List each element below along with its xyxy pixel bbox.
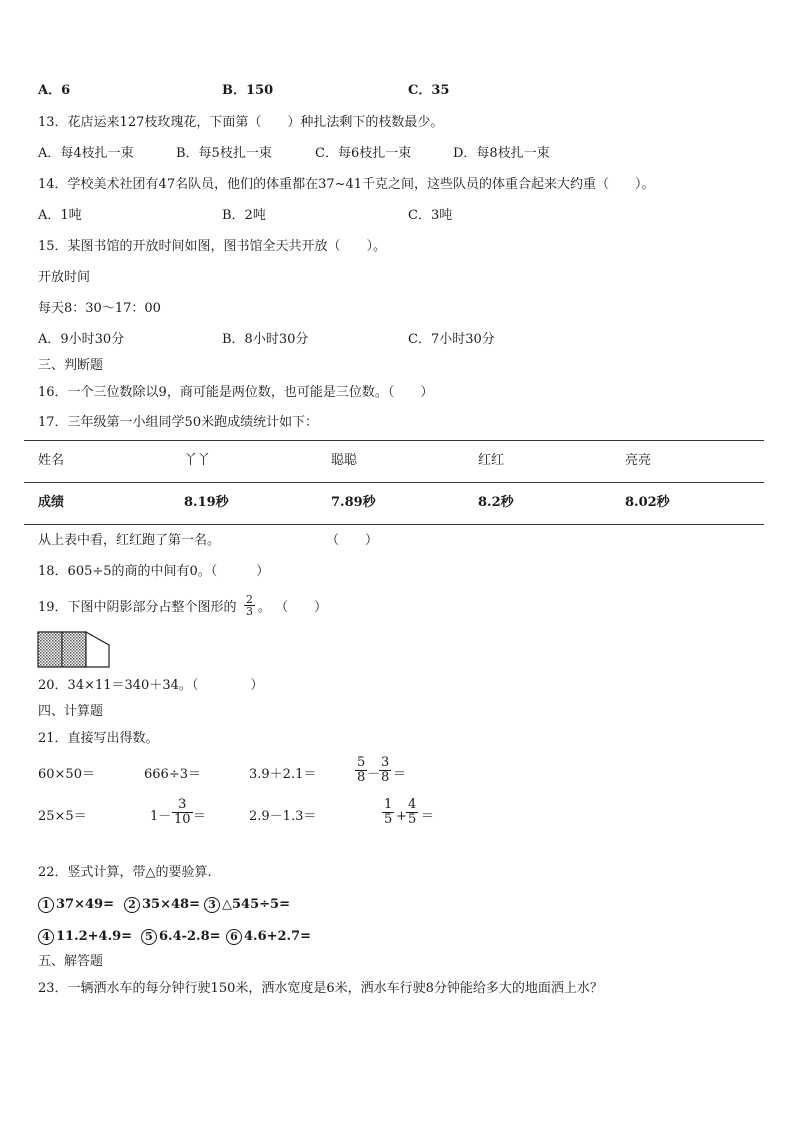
frac-numerator: 1 (384, 797, 393, 812)
table-cell-congcong: 7.89秒 (331, 495, 376, 510)
frac-numerator: 3 (381, 755, 390, 770)
q22-expression: 37×49= (56, 897, 114, 912)
q22-item-2 (124, 896, 200, 914)
q12-option-c: C．35 (408, 83, 450, 98)
mixed-lead: 1－ (150, 809, 172, 824)
q20-statement: 20．34×11＝340＋34。（ ） (38, 678, 264, 693)
q22-stem: 22．竖式计算，带△的要验算. (38, 865, 212, 880)
table-top-rule (24, 440, 764, 441)
unshaded-region (86, 632, 109, 667)
circled-number: 6 (226, 929, 242, 945)
table-cell-honghong: 8.2秒 (478, 495, 514, 510)
q17-statement: 从上表中看，红红跑了第一名。 (38, 533, 221, 548)
q14-stem: 14．学校美术社团有47名队员，他们的体重都在37~41千克之间，这些队员的体重合起来大约重（ ）。 (38, 177, 655, 192)
q22-item-4 (38, 928, 132, 946)
q21-item-5: 25×5＝ (38, 809, 87, 824)
q22-item-3 (204, 896, 290, 914)
table-header-congcong: 聪聪 (331, 453, 358, 468)
q13-option-a: A．每4枝扎一束 (38, 146, 134, 161)
frac-denominator: 5 (408, 812, 417, 827)
frac-numerator: 3 (172, 798, 193, 813)
q21-item-1: 60×50＝ (38, 767, 95, 782)
q12-option-b: B．150 (222, 83, 274, 98)
frac-denominator: 8 (381, 770, 390, 785)
table-header-honghong: 红红 (478, 453, 505, 468)
q21-stem: 21．直接写出得数。 (38, 731, 159, 746)
q23-problem: 23．一辆洒水车的每分钟行驶150米，洒水宽度是6米，洒水车行驶8分钟能给多大的地面洒上水？ (38, 981, 603, 996)
q19-shaded-figure (37, 631, 113, 669)
q22-expression: △545÷5= (222, 897, 290, 912)
q16-statement: 16．一个三位数除以9，商可能是两位数，也可能是三位数。（ ） (38, 385, 434, 400)
q13-option-d: D．每8枝扎一束 (453, 146, 550, 161)
q14-option-c: C．3吨 (408, 208, 453, 223)
q12-option-a: A．6 (38, 83, 71, 98)
q21-item-7: 2.9－1.3＝ (249, 809, 317, 824)
circled-number: 1 (38, 897, 54, 913)
table-bottom-rule (24, 524, 764, 525)
frac-operator: － (367, 767, 381, 782)
q19-fraction-denominator: 3 (246, 605, 253, 618)
frac-equals: ＝ (393, 767, 407, 782)
q15-stem: 15．某图书馆的开放时间如图，图书馆全天共开放（ ）。 (38, 239, 387, 254)
frac-denominator: 8 (357, 770, 366, 785)
table-cell-liangliang: 8.02秒 (625, 495, 670, 510)
q17-stem: 17．三年级第一小组同学50米跑成绩统计如下： (38, 415, 319, 430)
q14-option-b: B．2吨 (222, 208, 266, 223)
q19-stem: 19．下图中阴影部分占整个图形的 (38, 600, 237, 615)
frac-numerator: 4 (408, 797, 417, 812)
q15-sign-title: 开放时间 (38, 270, 91, 285)
table-cell-yaya: 8.19秒 (184, 495, 229, 510)
q13-stem: 13．花店运来127枝玫瑰花，下面第（ ）种扎法剩下的枝数最少。 (38, 115, 444, 130)
q21-item-3: 3.9＋2.1＝ (249, 767, 317, 782)
q22-item-5 (141, 928, 221, 946)
q22-expression: 11.2+4.9= (56, 929, 133, 944)
q18-statement: 18．605÷5的商的中间有0。（ ） (38, 564, 270, 579)
q13-option-b: B．每5枝扎一束 (176, 146, 272, 161)
q13-option-c: C．每6枝扎一束 (315, 146, 412, 161)
q15-option-c: C．7小时30分 (408, 332, 495, 347)
q22-expression: 35×48= (142, 897, 200, 912)
q19-fraction (244, 594, 255, 617)
q22-item-6 (226, 928, 311, 946)
frac-numerator: 5 (357, 755, 366, 770)
table-header-liangliang: 亮亮 (625, 453, 652, 468)
q21-item-2: 666÷3＝ (144, 767, 201, 782)
q22-item-1 (38, 896, 114, 914)
frac-equals: ＝ (193, 809, 207, 824)
circled-number: 5 (141, 929, 157, 945)
q19-fraction-numerator: 2 (246, 593, 253, 606)
q15-sign-hours: 每天8：30～17：00 (38, 301, 161, 316)
table-row-label: 成绩 (38, 495, 65, 510)
q15-option-a: A．9小时30分 (38, 332, 125, 347)
q15-option-b: B．8小时30分 (222, 332, 309, 347)
frac-equals: ＝ (421, 809, 435, 824)
circled-number: 4 (38, 929, 54, 945)
frac-operator: + (396, 809, 407, 824)
q17-answer-paren: （ ） (326, 533, 379, 548)
frac-denominator: 5 (384, 812, 393, 827)
section-5-heading: 五、解答题 (38, 954, 104, 969)
frac-denominator: 10 (174, 812, 191, 827)
q22-expression: 4.6+2.7= (244, 929, 312, 944)
q19-end: 。 （ ） (258, 600, 328, 615)
section-4-heading: 四、计算题 (38, 704, 104, 719)
q14-option-a: A．1吨 (38, 208, 82, 223)
section-3-heading: 三、判断题 (38, 358, 104, 373)
table-header-yaya: 丫丫 (184, 453, 211, 468)
table-header-name: 姓名 (38, 453, 65, 468)
table-mid-rule (24, 482, 764, 483)
circled-number: 3 (204, 897, 220, 913)
q22-expression: 6.4-2.8= (159, 929, 221, 944)
circled-number: 2 (124, 897, 140, 913)
